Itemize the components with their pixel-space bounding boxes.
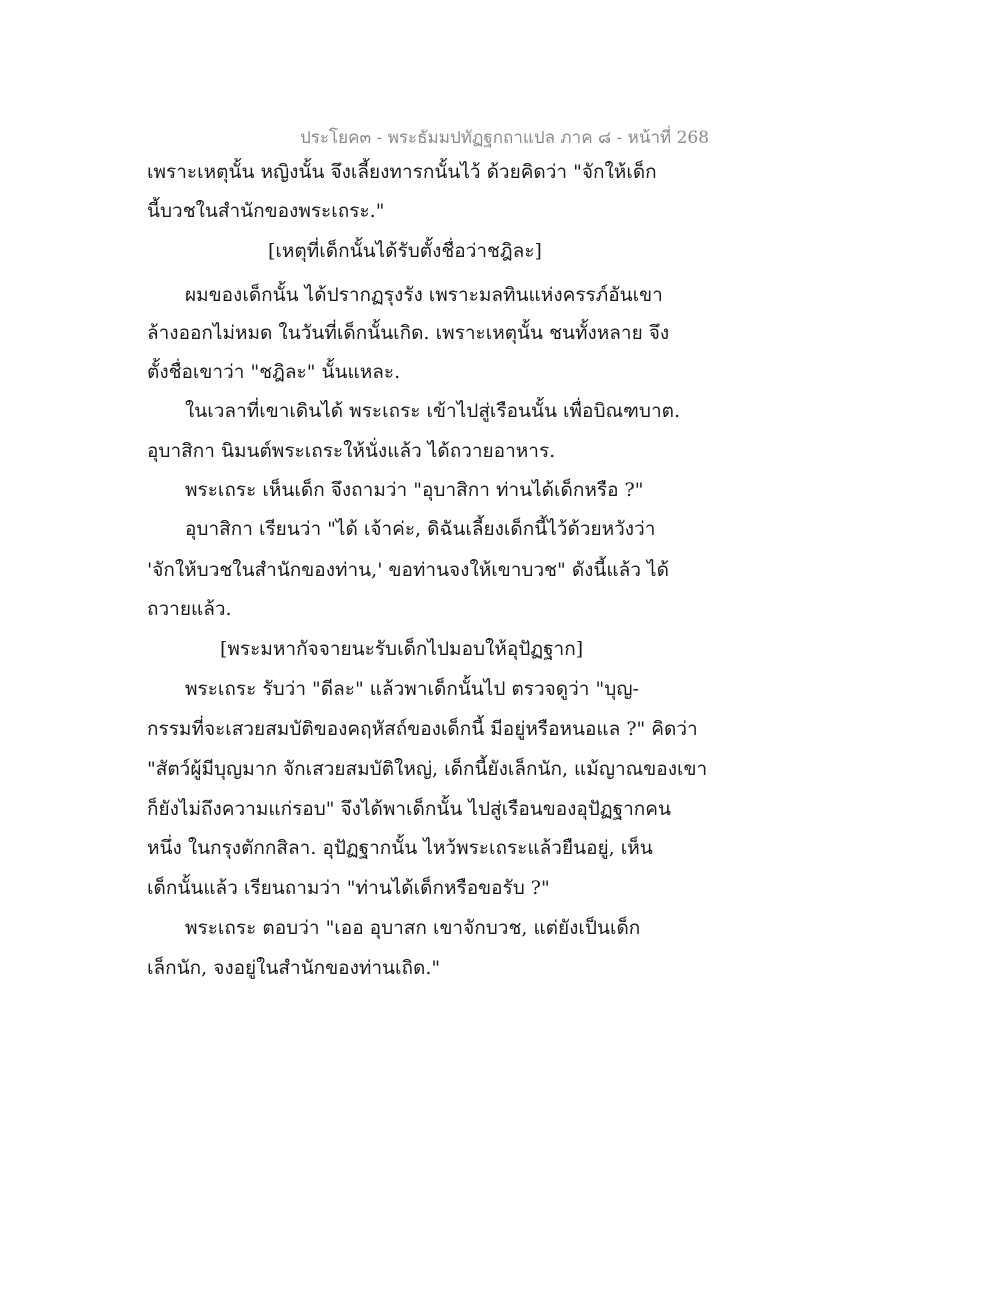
text-line: เล็กนัก, จงอยู่ในสำนักของท่านเถิด." bbox=[147, 957, 441, 979]
paragraph-first-line: อุบาสิกา เรียนว่า "ได้ เจ้าค่ะ, ดิฉันเลี้ยงเด็กนี้ไว้ด้วยหวังว่า bbox=[185, 518, 656, 540]
text-line: หนึ่ง ในกรุงตักกสิลา. อุปัฏฐากนั้น ไหว้พระเถระแล้วยืนอยู่, เห็น bbox=[147, 837, 653, 859]
section-heading: [พระมหากัจจายนะรับเด็กไปมอบให้อุปัฏฐาก] bbox=[220, 638, 584, 660]
text-line: ก็ยังไม่ถึงความแก่รอบ" จึงได้พาเด็กนั้น ไปสู่เรือนของอุปัฏฐากคน bbox=[147, 798, 671, 820]
text-line: ตั้งชื่อเขาว่า "ชฎิละ" นั้นแหละ. bbox=[147, 361, 401, 383]
paragraph-first-line: ผมของเด็กนั้น ได้ปรากฏรุงรัง เพราะมลทินแห่งครรภ์อันเขา bbox=[185, 284, 663, 306]
text-line: 'จักให้บวชในสำนักของท่าน,' ขอท่านจงให้เขาบวช" ดังนี้แล้ว ได้ bbox=[147, 559, 669, 581]
text-line: ล้างออกไม่หมด ในวันที่เด็กนั้นเกิด. เพราะเหตุนั้น ชนทั้งหลาย จึง bbox=[147, 322, 670, 344]
paragraph-first-line: ในเวลาที่เขาเดินได้ พระเถระ เข้าไปสู่เรือนนั้น เพื่อบิณฑบาต. bbox=[185, 400, 681, 422]
text-line: เด็กนั้นแล้ว เรียนถามว่า "ท่านได้เด็กหรือขอรับ ?" bbox=[147, 877, 550, 899]
text-line: "สัตว์ผู้มีบุญมาก จักเสวยสมบัติใหญ่, เด็กนี้ยังเล็กนัก, แม้ญาณของเขา bbox=[147, 758, 708, 780]
page-header: ประโยค๓ - พระธัมมปทัฏฐกถาแปล ภาค ๘ - หน้าที่ 268 bbox=[300, 128, 710, 148]
text-line: อุบาสิกา นิมนต์พระเถระให้นั่งแล้ว ได้ถวายอาหาร. bbox=[147, 440, 556, 462]
text-line: นี้บวชในสำนักของพระเถระ." bbox=[147, 200, 385, 222]
text-line: เพราะเหตุนั้น หญิงนั้น จึงเลี้ยงทารกนั้นไว้ ด้วยคิดว่า "จักให้เด็ก bbox=[147, 161, 657, 183]
section-heading: [เหตุที่เด็กนั้นได้รับตั้งชื่อว่าชฎิละ] bbox=[268, 240, 542, 262]
paragraph-first-line: พระเถระ รับว่า "ดีละ" แล้วพาเด็กนั้นไป ตรวจดูว่า "บุญ- bbox=[185, 678, 639, 700]
text-line: กรรมที่จะเสวยสมบัติของคฤหัสถ์ของเด็กนี้ มีอยู่หรือหนอแล ?" คิดว่า bbox=[147, 718, 698, 740]
paragraph-first-line: พระเถระ ตอบว่า "เออ อุบาสก เขาจักบวช, แต่ยังเป็นเด็ก bbox=[185, 917, 641, 939]
paragraph-first-line: พระเถระ เห็นเด็ก จึงถามว่า "อุบาสิกา ท่านได้เด็กหรือ ?" bbox=[185, 479, 644, 501]
text-line: ถวายแล้ว. bbox=[147, 598, 232, 620]
